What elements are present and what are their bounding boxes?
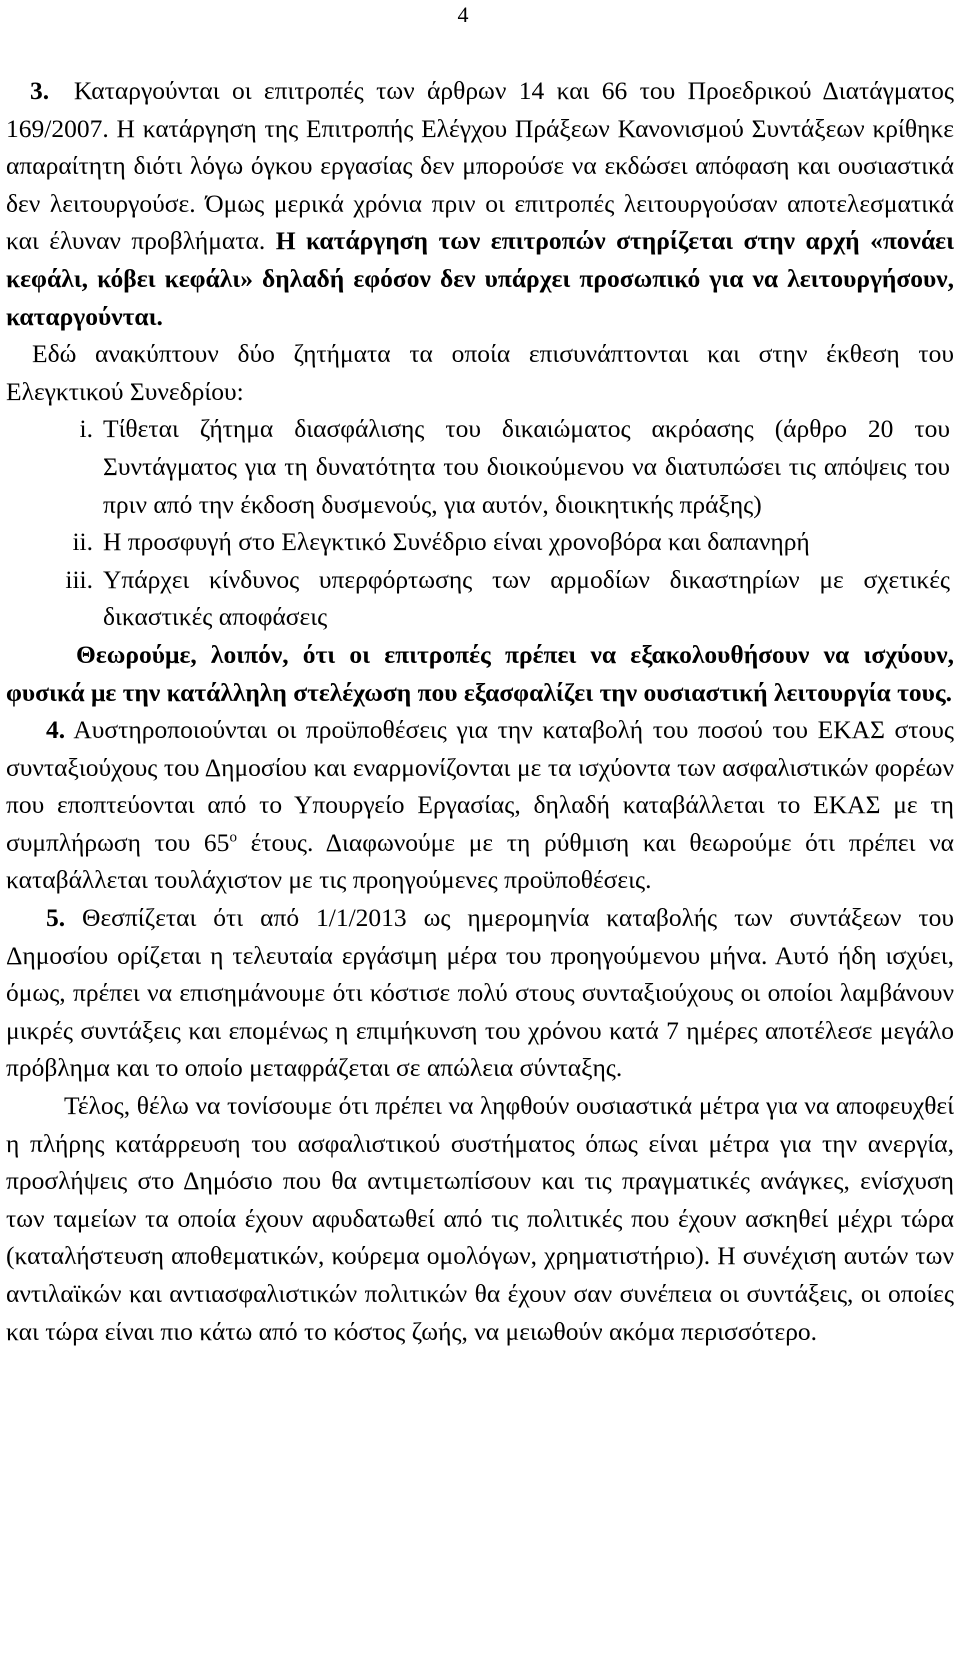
issue-text: Υπάρχει κίνδυνος υπερφόρτωσης των αρμοδίων δικαστηρίων με σχετικές δικαστικές αποφάσεις <box>103 564 950 632</box>
section-4-text-end: έτους. Διαφωνούμε με τη ρύθμιση και θεωρούμε ότι πρέπει να καταβάλλεται τουλάχιστον με τις προηγούμενες προϋποθέσεις. <box>6 827 954 895</box>
issue-item <box>6 410 954 523</box>
section-5-text: Θεσπίζεται ότι από 1/1/2013 ως ημερομηνία καταβολής των συντάξεων του Δημοσίου ορίζεται η τελευταία εργάσιμη μέρα του προηγούμενου μήνα. Αυτό ήδη ισχύει, όμως, πρέπει να επισημάνουμε ότι κόστισε πολύ στους συνταξιούχους οι οποίοι λαμβάνουν μικρές συντάξεις και επομένως η επιμήκυνση του χρόνου κατά 7 ημέρες αποτέλεσε μεγάλο πρόβλημα και το οποίο μεταφράζεται σε απώλεια σύνταξης. <box>6 903 954 1083</box>
issue-text: Τίθεται ζήτημα διασφάλισης του δικαιώματος ακρόασης (άρθρο 20 του Συντάγματος για τη δυνατότητα του διοικούμενου να διατυπώσει τις απόψεις του πριν από την έκδοση δυσμενούς, για αυτόν, διοικητικής πράξης) <box>103 414 950 519</box>
section-5-number: 5. <box>46 903 66 933</box>
section-4-paragraph <box>6 711 954 899</box>
section-5-paragraph <box>6 899 954 1087</box>
issue-number: i. <box>79 414 93 444</box>
issues-intro: Εδώ ανακύπτουν δύο ζητήματα τα οποία επισυνάπτονται και στην έκθεση του Ελεγκτικού Συνεδρίου: <box>6 339 954 406</box>
issue-number: ii. <box>72 527 93 557</box>
issue-item <box>6 523 954 561</box>
conclusion-paragraph <box>6 636 954 711</box>
closing-paragraph: Τέλος, θέλω να τονίσουμε ότι πρέπει να ληφθούν ουσιαστικά μέτρα για να αποφευχθεί η πλήρης κατάρρευση του ασφαλιστικού συστήματος όπως είναι μέτρα για την ανεργία, προσλήψεις στο Δημόσιο που θα αντιμετωπίσουν και τις πραγματικές ανάγκες, ενίσχυση των ταμείων τα οποία έχουν αφυδατωθεί από τις πολιτικές που έχουν ασκηθεί μέχρι τώρα (καταλήστευση αποθεματικών, κούρεμα ομολόγων, χρηματιστήριο). Η συνέχιση αυτών των αντιλαϊκών και αντιασφαλιστικών πολιτικών θα έχουν σαν συνέπεια οι συντάξεις, οι οποίες και τώρα είναι πιο κάτω από το κόστος ζωής, να μειωθούν ακόμα περισσότερο. <box>6 1091 954 1346</box>
page-number-text: 4 <box>457 2 469 27</box>
section-3-number: 3. <box>30 76 50 105</box>
section-4-number: 4. <box>46 715 66 745</box>
document-body <box>6 72 954 1350</box>
conclusion-text: Θεωρούμε, λοιπόν, ότι οι επιτροπές πρέπει να εξακολουθήσουν να ισχύουν, φυσικά με την κατάλληλη στελέχωση που εξασφαλίζει την ουσιαστική λειτουργία τους. <box>6 639 954 707</box>
issue-text: Η προσφυγή στο Ελεγκτικό Συνέδριο είναι χρονοβόρα και δαπανηρή <box>103 527 810 557</box>
section-3-paragraph <box>6 72 954 335</box>
page-number <box>0 2 960 28</box>
section-3-text: Καταργούνται οι επιτροπές των άρθρων 14 και 66 του Προεδρικού Διατάγματος 169/2007. Η κατάργηση της Επιτροπής Ελέγχου Πράξεων Κανονισμού Συντάξεων κρίθηκε απαραίτητη διότι λόγω όγκου εργασίας δεν μπορούσε να εκδώσει απόφαση και ουσιαστικά δεν λειτουργούσε. Όμως μερικά χρόνια πριν οι επιτροπές λειτουργούσαν αποτελεσματικά και έλυναν προβλήματα. <box>6 76 954 256</box>
issue-number: iii. <box>65 564 93 594</box>
ordinal-superscript: ο <box>229 829 237 846</box>
section-3-bold-text: Η κατάργηση των επιτροπών στηρίζεται στην αρχή «πονάει κεφάλι, κόβει κεφάλι» δηλαδή εφόσον δεν υπάρχει προσωπικό για να λειτουργήσουν, καταργούνται. <box>6 226 954 331</box>
issue-item <box>6 561 954 636</box>
section-4-text: Αυστηροποιούνται οι προϋποθέσεις για την καταβολή του ποσού του ΕΚΑΣ στους συνταξιούχους του Δημοσίου και εναρμονίζονται με τα ισχύοντα των ασφαλιστικών φορέων που εποπτεύονται από το Υπουργείο Εργασίας, δηλαδή καταβάλλεται το ΕΚΑΣ με τη συμπλήρωση του 65 <box>6 715 955 857</box>
